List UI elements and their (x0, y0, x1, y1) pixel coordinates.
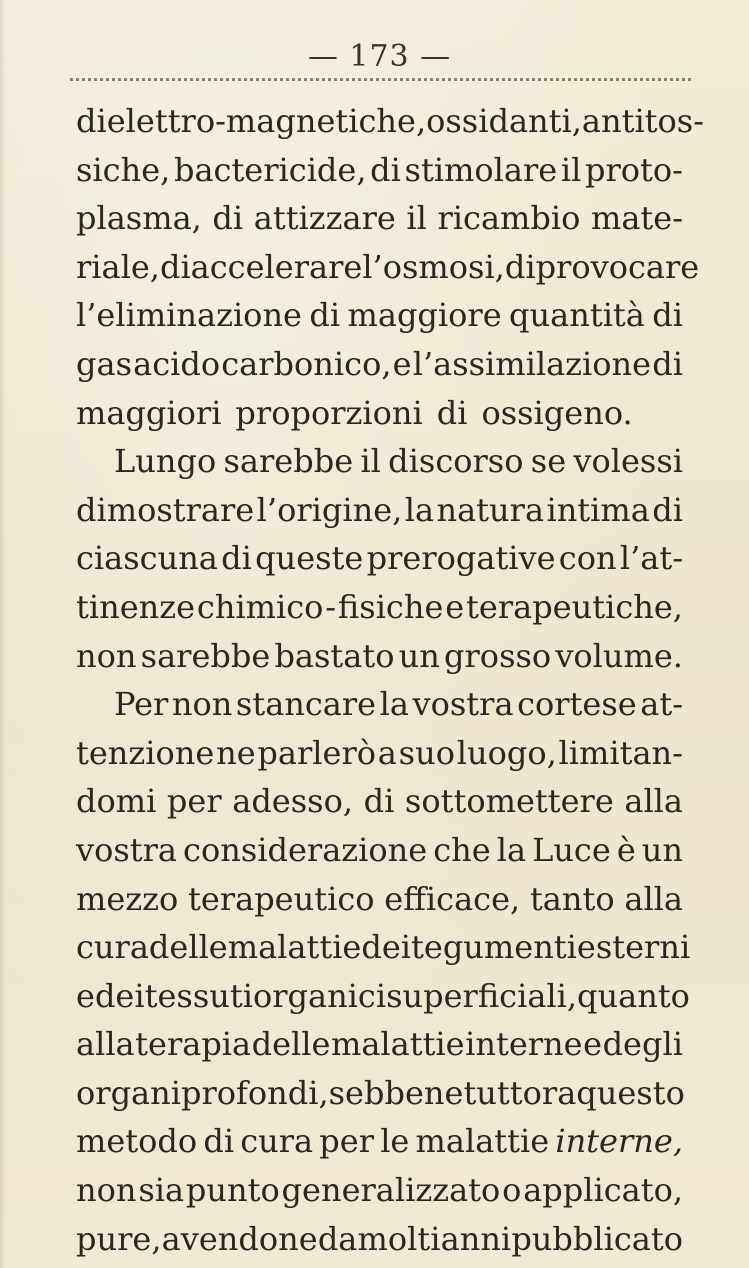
word: interne, (555, 1122, 683, 1161)
body-text (76, 97, 705, 1263)
word: proto- (585, 150, 683, 189)
word: sarebbe (140, 636, 271, 675)
word: vostra (76, 830, 177, 869)
text-line (76, 1069, 683, 1118)
word: ossigeno. (481, 393, 633, 432)
word: organici (252, 976, 387, 1015)
word: l’eliminazione (76, 296, 302, 335)
word: siche, (76, 150, 171, 189)
word: tegumenti (411, 928, 577, 967)
text-line (76, 632, 683, 681)
word: è (616, 830, 636, 869)
word: Lungo (114, 442, 217, 481)
word: volume. (555, 636, 683, 675)
word: Luce (532, 830, 611, 869)
word: grosso (444, 636, 552, 675)
word: bastato (274, 636, 395, 675)
word: - (215, 102, 226, 140)
word: di (652, 344, 683, 383)
text-line (76, 583, 683, 632)
word: pure, (76, 1219, 162, 1258)
word: e (392, 344, 412, 383)
text-line (76, 1020, 683, 1069)
text-line (76, 826, 683, 875)
word: queste (255, 539, 364, 578)
word: questo (576, 1073, 685, 1112)
word: limitan- (558, 733, 683, 772)
text-line (76, 194, 683, 243)
text-line (76, 437, 683, 486)
word: che (433, 830, 491, 869)
word: tanto (529, 879, 615, 918)
word: terapeutico (188, 879, 375, 918)
word: quanto (577, 976, 690, 1015)
word: maggiore (347, 296, 502, 335)
text-line (76, 389, 683, 438)
word: se (530, 442, 567, 481)
word: magnetiche, (225, 102, 427, 140)
word: alla (624, 879, 683, 918)
word: fisiche (337, 587, 444, 626)
word: prerogative (366, 539, 556, 578)
word: di (363, 782, 395, 821)
word: di (309, 296, 341, 335)
word: di (504, 247, 536, 286)
word: dei (361, 928, 412, 967)
word: l’assimilazione (412, 344, 652, 383)
word: per (166, 782, 222, 821)
page-number: — 173 — (307, 39, 452, 74)
word: generalizzato (281, 1171, 501, 1210)
word: plasma, (76, 199, 202, 238)
word: parlerò (257, 733, 377, 772)
word: ciascuna (76, 539, 218, 578)
word: riale, (76, 247, 160, 286)
word: tinenze (76, 587, 196, 626)
word: tuttora (463, 1073, 577, 1112)
text-line (76, 1117, 683, 1166)
word: la (496, 830, 527, 869)
word: il (360, 442, 381, 481)
word: molti (357, 1219, 441, 1258)
dotted-rule (70, 78, 691, 81)
word: la (404, 490, 435, 529)
text-line (76, 972, 690, 1021)
text-line (76, 680, 683, 729)
text-line (76, 243, 700, 292)
word: delle (251, 1025, 331, 1064)
word: le (380, 1122, 410, 1161)
word: mezzo (76, 879, 179, 918)
word: il (406, 199, 427, 238)
word: la (379, 685, 409, 724)
word: acido (133, 344, 221, 383)
word: terapeutiche, (466, 587, 683, 626)
word: di (370, 150, 401, 189)
word: luogo, (456, 733, 557, 772)
word: da (317, 1219, 358, 1258)
word: sia (138, 1171, 185, 1210)
text-line (76, 875, 683, 924)
word: dielettro (76, 102, 216, 140)
word: un (398, 636, 440, 675)
word: dei (94, 976, 145, 1015)
text-line (76, 1166, 683, 1215)
word: e (445, 587, 465, 626)
word: il (560, 150, 582, 189)
text-line (76, 923, 691, 972)
word: stancare (235, 685, 377, 724)
word: adesso, (232, 782, 354, 821)
word: attizzare (253, 199, 396, 238)
word: proporzioni (235, 393, 423, 432)
word: malattie (227, 928, 362, 967)
word: natura (436, 490, 545, 529)
word: sebbene (328, 1073, 464, 1112)
word: tenzione (76, 733, 215, 772)
word: ne (216, 733, 256, 772)
word: l’osmosi, (362, 247, 505, 286)
word: maggiori (76, 393, 222, 432)
word: non (76, 636, 137, 675)
word: di (203, 1122, 235, 1161)
word: esterni (576, 928, 691, 967)
word: e (76, 976, 95, 1015)
text-line (76, 340, 683, 389)
word: ricambio (437, 199, 581, 238)
word: cura (240, 1122, 314, 1161)
word: l’origine, (256, 490, 403, 529)
text-line (76, 729, 683, 778)
text-line (76, 146, 683, 195)
word: alla (624, 782, 683, 821)
text-line (76, 486, 683, 535)
text-line (76, 534, 683, 583)
word: stimolare (404, 150, 558, 189)
word: metodo (76, 1122, 198, 1161)
word: non (171, 685, 233, 724)
text-line (76, 1215, 683, 1264)
word: con (558, 539, 617, 578)
word: intima (546, 490, 650, 529)
word: superficiali, (386, 976, 578, 1015)
word: punto (185, 1171, 280, 1210)
text-line (76, 97, 705, 146)
word: sarebbe (223, 442, 354, 481)
word: per (319, 1122, 375, 1161)
word: profondi, (180, 1073, 329, 1112)
word: vostra (412, 685, 514, 724)
word: - (325, 587, 337, 626)
word: delle (148, 928, 228, 967)
word: malattie (330, 1025, 465, 1064)
word: mate- (590, 199, 683, 238)
word: Per (114, 685, 169, 724)
word: di (159, 247, 191, 286)
word: o (502, 1171, 522, 1210)
word: cura (76, 928, 149, 967)
word: volessi (573, 442, 683, 481)
page-header (76, 0, 683, 78)
word: considerazione (183, 830, 428, 869)
word: pubblicato (511, 1219, 683, 1258)
word: dimostrare (76, 490, 255, 529)
word: antitos- (581, 102, 705, 140)
word: tessuti (144, 976, 253, 1015)
word: di (652, 490, 683, 529)
word: ossidanti, (426, 102, 582, 140)
word: degli (602, 1025, 683, 1064)
word: sottomettere (404, 782, 614, 821)
word: suo (398, 733, 455, 772)
word: cortese (517, 685, 637, 724)
word: accelerare (190, 247, 363, 286)
word: chimico (196, 587, 324, 626)
word: non (76, 1171, 137, 1210)
word: applicato, (523, 1171, 683, 1210)
word: carbonico, (221, 344, 392, 383)
word: malattie (415, 1122, 550, 1161)
word: organi (76, 1073, 181, 1112)
word: un (641, 830, 683, 869)
word: di (436, 393, 468, 432)
text-line (76, 777, 683, 826)
word: discorso (388, 442, 524, 481)
word: domi (76, 782, 157, 821)
word: a (377, 733, 397, 772)
word: di (212, 199, 244, 238)
word: bactericide, (173, 150, 367, 189)
word: alla (76, 1025, 135, 1064)
word: anni (440, 1219, 512, 1258)
word: gas (76, 344, 132, 383)
word: avendone (161, 1219, 318, 1258)
word: terapia (135, 1025, 252, 1064)
word: quantità (509, 296, 645, 335)
word: provocare (535, 247, 700, 286)
text-line (76, 291, 683, 340)
word: di (221, 539, 252, 578)
word: di (652, 296, 683, 335)
word: efficace, (384, 879, 521, 918)
word: at- (640, 685, 683, 724)
word: e (583, 1025, 603, 1064)
word: interne (465, 1025, 583, 1064)
word: l’at- (619, 539, 683, 578)
